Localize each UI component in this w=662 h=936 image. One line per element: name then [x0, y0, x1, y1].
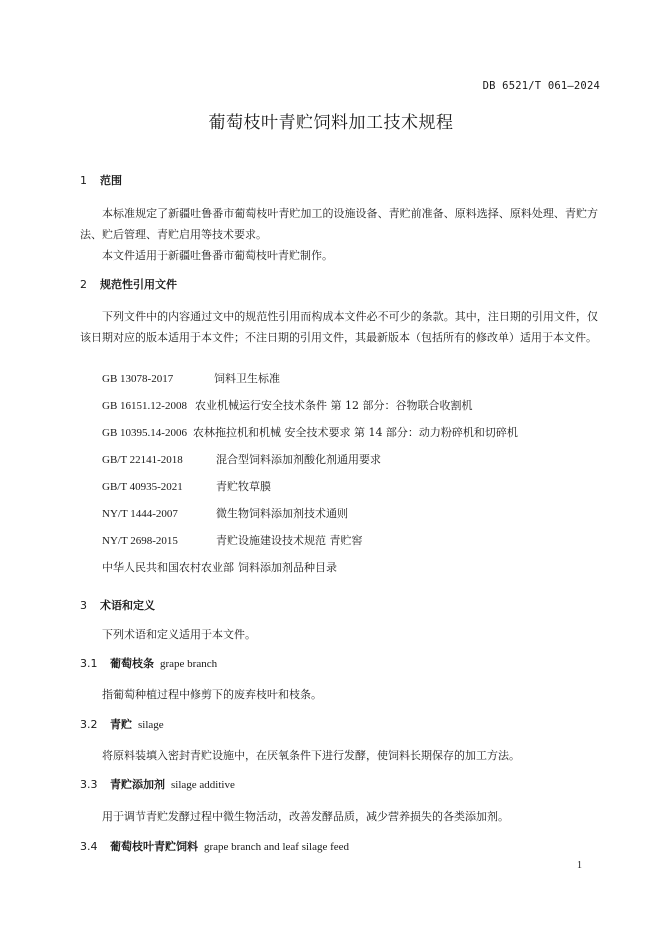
term-definition [80, 745, 598, 766]
reference-item [102, 532, 363, 548]
term-definition [80, 684, 598, 705]
reference-item [102, 451, 381, 467]
reference-item [102, 559, 337, 575]
section-number: 2 [80, 278, 87, 291]
reference-item [102, 370, 280, 386]
term-chinese: 青贮 [110, 718, 132, 731]
reference-code: NY/T 2698-2015 [102, 535, 178, 547]
reference-code: GB 10395.14-2006 [102, 427, 187, 439]
reference-code: NY/T 1444-2007 [102, 508, 178, 520]
section-title: 术语和定义 [100, 599, 155, 612]
document-number: DB 6521/T 061—2024 [482, 80, 600, 92]
term-number: 3.3 [80, 778, 98, 791]
reference-code: GB 13078-2017 [102, 373, 174, 385]
reference-code: GB 16151.12-2008 [102, 400, 187, 412]
paragraph: 用于调节青贮发酵过程中微生物活动，改善发酵品质，减少营养损失的各类添加剂。 [102, 810, 509, 823]
document-title: 葡萄枝叶青贮饲料加工技术规程 [208, 113, 454, 133]
reference-name: 微生物饲料添加剂技术通则 [216, 507, 348, 520]
term-english: silage [138, 719, 164, 731]
section-number: 1 [80, 174, 87, 187]
term-definition [80, 806, 598, 827]
term-chinese: 葡萄枝条 [110, 657, 154, 670]
term-english: grape branch and leaf silage feed [204, 841, 350, 853]
section-title: 范围 [100, 174, 122, 187]
reference-item [102, 505, 348, 521]
section-number: 3 [80, 599, 87, 612]
reference-name: 饲料添加剂品种目录 [238, 561, 337, 574]
reference-name: 饲料卫生标准 [214, 372, 280, 385]
term-number: 3.4 [80, 840, 98, 853]
reference-item [102, 397, 472, 413]
paragraph: 本标准规定了新疆吐鲁番市葡萄枝叶青贮加工的设施设备、青贮前准备、原料选择、原料处理、青贮方法、贮后管理、青贮启用等技术要求。 [80, 207, 598, 241]
paragraph: 指葡萄种植过程中修剪下的废弃枝叶和枝条。 [102, 688, 322, 701]
paragraph: 将原料装填入密封青贮设施中，在厌氧条件下进行发酵，使饲料长期保存的加工方法。 [102, 749, 520, 762]
reference-name: 农林拖拉机和机械 安全技术要求 第 14 部分：动力粉碎机和切碎机 [192, 426, 518, 439]
term-english: grape branch [160, 658, 218, 670]
term-chinese: 葡萄枝叶青贮饲料 [110, 840, 198, 853]
reference-name: 农业机械运行安全技术条件 第 12 部分：谷物联合收割机 [194, 399, 473, 412]
reference-code: GB/T 40935-2021 [102, 481, 183, 493]
paragraph: 本文件适用于新疆吐鲁番市葡萄枝叶青贮制作。 [102, 249, 333, 262]
section-2-heading [80, 276, 177, 292]
term-chinese: 青贮添加剂 [110, 778, 165, 791]
term-heading [80, 776, 235, 792]
term-heading [80, 655, 217, 671]
reference-item [102, 478, 271, 494]
section-2-body [80, 306, 598, 348]
section-3-heading [80, 597, 155, 613]
section-3-intro [80, 624, 598, 645]
section-title: 规范性引用文件 [100, 278, 177, 291]
reference-code: 中华人民共和国农村农业部 [102, 562, 234, 574]
term-heading [80, 838, 349, 854]
section-1-heading [80, 172, 122, 188]
term-number: 3.1 [80, 657, 98, 670]
term-english: silage additive [171, 779, 235, 791]
paragraph: 下列术语和定义适用于本文件。 [102, 628, 256, 641]
reference-name: 混合型饲料添加剂酸化剂通用要求 [216, 453, 381, 466]
reference-item [102, 424, 518, 440]
term-heading [80, 716, 164, 732]
reference-name: 青贮牧草膜 [216, 480, 271, 493]
page-number: 1 [577, 860, 582, 871]
term-number: 3.2 [80, 718, 98, 731]
reference-name: 青贮设施建设技术规范 青贮窖 [216, 534, 363, 547]
reference-code: GB/T 22141-2018 [102, 454, 183, 466]
section-1-body [80, 203, 598, 266]
paragraph: 下列文件中的内容通过文中的规范性引用而构成本文件必不可少的条款。其中，注日期的引用文件，仅该日期对应的版本适用于本文件；不注日期的引用文件，其最新版本（包括所有的修改单）适用于本文件。 [80, 310, 598, 344]
